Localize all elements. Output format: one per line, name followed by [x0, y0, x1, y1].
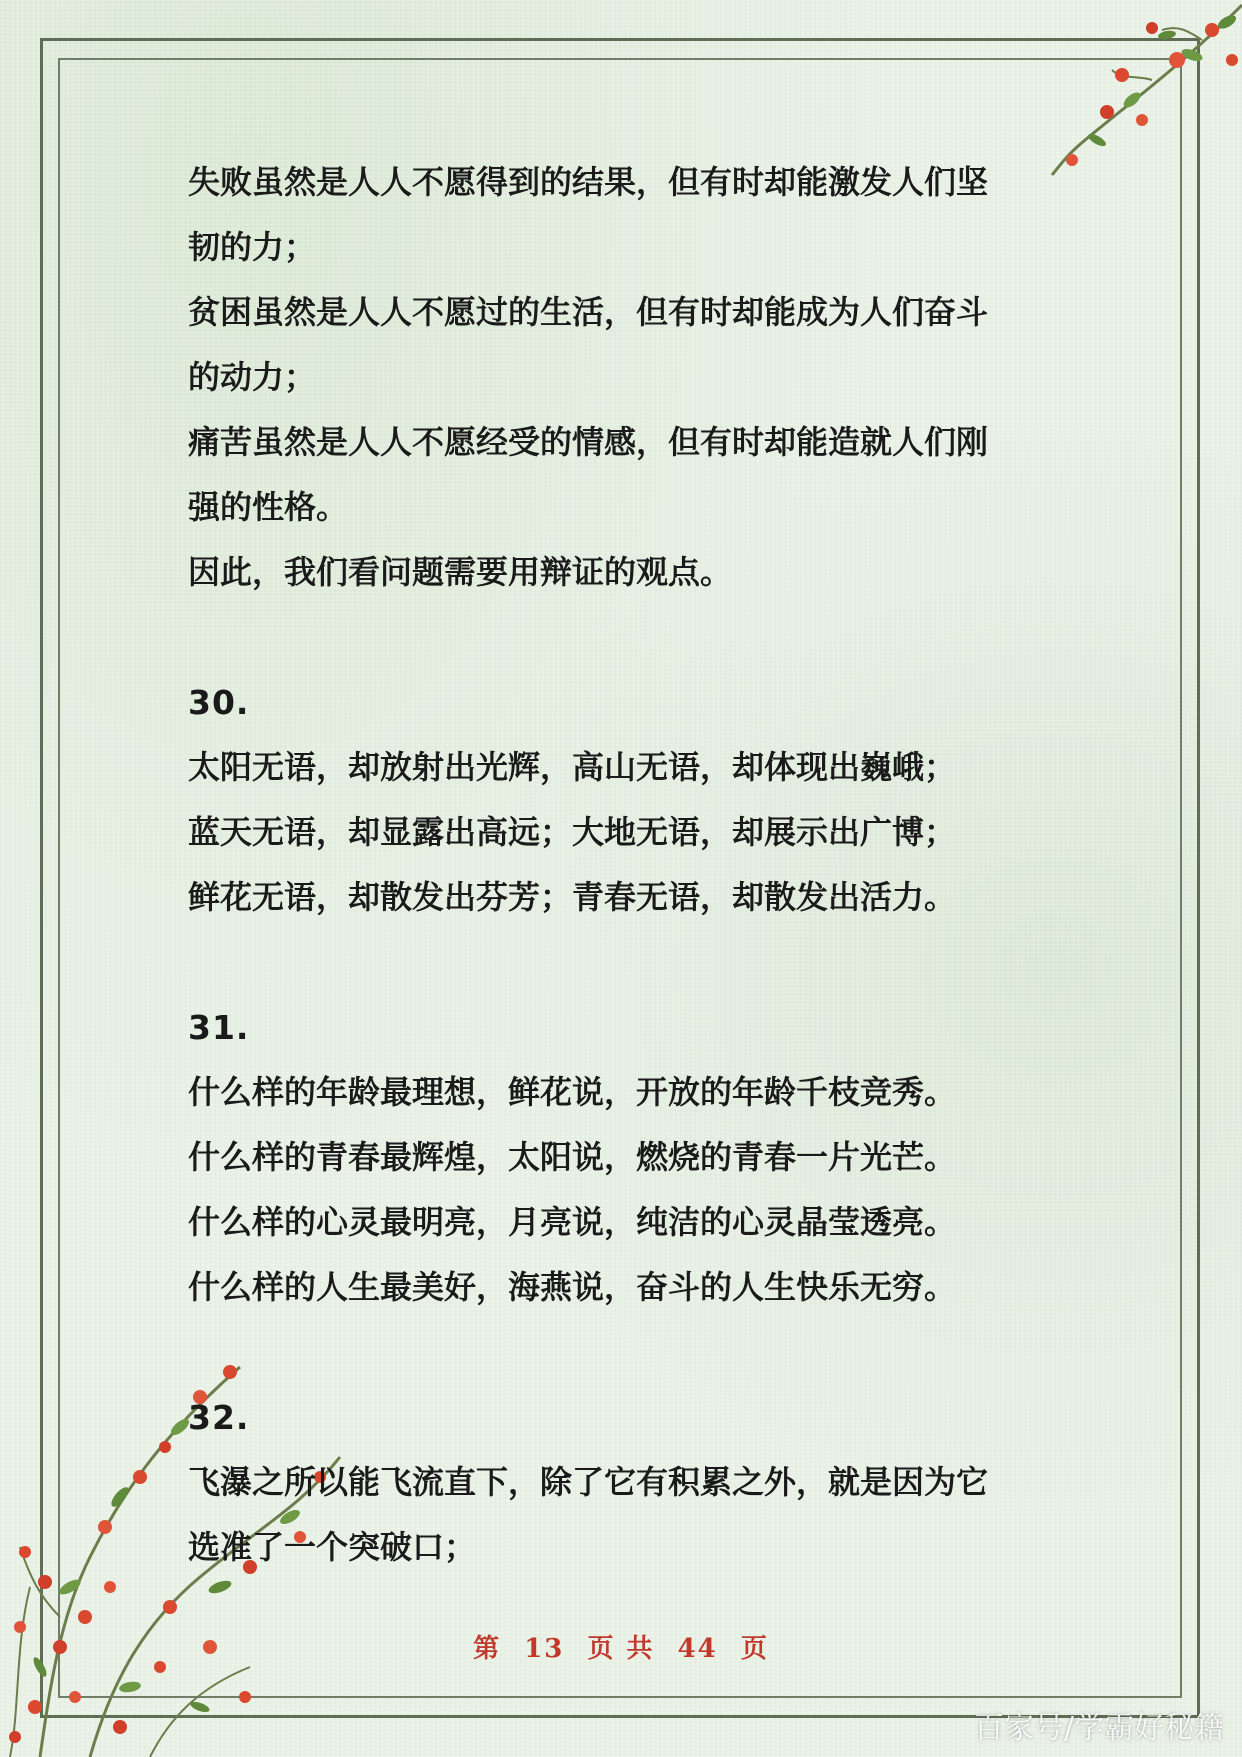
page-footer — [0, 1628, 1242, 1665]
text-line: 失败虽然是人人不愿得到的结果，但有时却能激发人们坚 — [188, 163, 989, 201]
section-number: 32. — [188, 1398, 250, 1437]
text-line: 强的性格。 — [188, 488, 349, 526]
text-line: 什么样的青春最辉煌，太阳说，燃烧的青春一片光芒。 — [188, 1138, 957, 1176]
footer-middle: 页 共 — [587, 1634, 655, 1664]
section-number: 31. — [188, 1008, 250, 1047]
footer-prefix: 第 — [473, 1634, 502, 1664]
total-page-count: 44 — [677, 1634, 718, 1664]
text-line: 什么样的人生最美好，海燕说，奋斗的人生快乐无穷。 — [188, 1268, 957, 1306]
text-line: 蓝天无语，却显露出高远；大地无语，却展示出广博； — [188, 813, 957, 851]
watermark: 百家号/学霸好秘籍 — [973, 1711, 1224, 1746]
main-text — [188, 150, 1058, 1580]
section-number: 30. — [188, 683, 250, 722]
section-30 — [188, 670, 1058, 930]
section-32 — [188, 1385, 1058, 1580]
section-31 — [188, 995, 1058, 1320]
text-line: 飞瀑之所以能飞流直下，除了它有积累之外，就是因为它 — [188, 1463, 989, 1501]
text-line: 贫困虽然是人人不愿过的生活，但有时却能成为人们奋斗 — [188, 293, 989, 331]
text-line: 什么样的年龄最理想，鲜花说，开放的年龄千枝竞秀。 — [188, 1073, 957, 1111]
text-line: 选准了一个突破口； — [188, 1528, 477, 1566]
text-line: 的动力； — [188, 358, 317, 396]
text-line: 鲜花无语，却散发出芬芳；青春无语，却散发出活力。 — [188, 878, 957, 916]
text-line: 什么样的心灵最明亮，月亮说，纯洁的心灵晶莹透亮。 — [188, 1203, 957, 1241]
text-line: 因此，我们看问题需要用辩证的观点。 — [188, 553, 733, 591]
text-line: 太阳无语，却放射出光辉，高山无语，却体现出巍峨； — [188, 748, 957, 786]
current-page-number: 13 — [524, 1634, 565, 1664]
text-line: 痛苦虽然是人人不愿经受的情感，但有时却能造就人们刚 — [188, 423, 989, 461]
footer-suffix: 页 — [740, 1634, 769, 1664]
text-line: 韧的力； — [188, 228, 317, 266]
intro-paragraphs — [188, 150, 1058, 605]
